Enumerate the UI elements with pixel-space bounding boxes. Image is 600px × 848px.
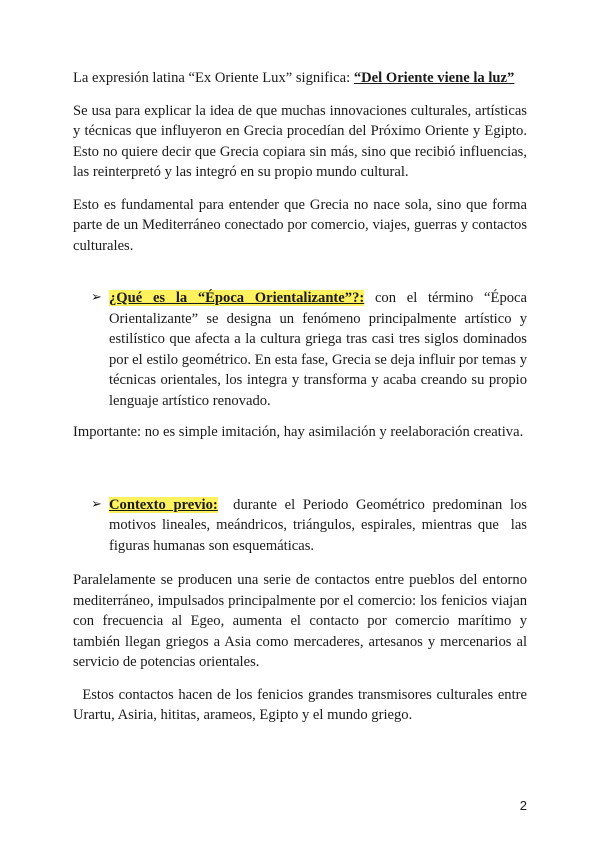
bullet-orientalizing-text <box>109 288 527 411</box>
bullet-previous-context <box>73 495 531 557</box>
paragraph-transmitters: Estos contactos hacen de los fenicios grandes transmisores culturales entre Urartu, Asiria, hititas, arameos, Egipto y el mundo griego. <box>73 686 531 723</box>
arrow-bullet-icon: ➢ <box>91 496 102 512</box>
paragraph-contacts: Paralelamente se producen una serie de contactos entre pueblos del entorno mediterráneo, impulsados principalmente por el comercio: los fenicios viajan con frecuencia al Egeo, aumenta el contacto por comercio marítimo y también llegan griegos a Asia como mercaderes, artesanos y mercenarios al servicio de potencias orientales. <box>73 572 527 670</box>
bullet-orientalizing-label: ¿Qué es la “Época Orientalizante”?: <box>109 290 365 306</box>
page-number: 2 <box>519 798 527 813</box>
bullet-context-label: Contexto previo: <box>109 496 218 513</box>
paragraph-important: Importante: no es simple imitación, hay asimilación y reelaboración creativa. <box>73 424 524 440</box>
arrow-bullet-icon: ➢ <box>91 290 102 305</box>
bullet-orientalizing-body: con el término “Época Orientalizante” se designa un fenómeno principalmente artístico y estilístico que afecta a la cultura griega tras casi tres siglos dominados por el estilo geométrico. En esta fase, Grecia se deja influir por temas y técnicas orientales, los integra y transforma y acaba creando su propio lenguaje artístico renovado. <box>109 290 527 409</box>
intro-emphasis: “Del Oriente viene la luz” <box>353 70 515 86</box>
document-page <box>73 68 531 726</box>
paragraph-mediterranean: Esto es fundamental para entender que Grecia no nace sola, sino que forma parte de un Mediterráneo conectado por comercio, viajes, guerras y contactos culturales. <box>73 196 527 254</box>
bullet-context-text <box>109 495 531 557</box>
paragraph-innovations: Se usa para explicar la idea de que muchas innovaciones culturales, artísticas y técnicas que influyeron en Grecia procedían del Próximo Oriente y Egipto. Esto no quiere decir que Grecia copiara sin más, sino que recibió influencias, las reinterpretó y las integró en su propio mundo cultural. <box>73 102 527 180</box>
intro-text: La expresión latina “Ex Oriente Lux” significa: <box>73 70 354 86</box>
bullet-orientalizing-period <box>73 288 527 411</box>
bullet-context-body: durante el Periodo Geométrico predominan los motivos lineales, meándricos, triángulos, espirales, mientras que las figuras humanas son esquemáticas. <box>109 496 531 554</box>
intro-paragraph <box>73 68 527 89</box>
